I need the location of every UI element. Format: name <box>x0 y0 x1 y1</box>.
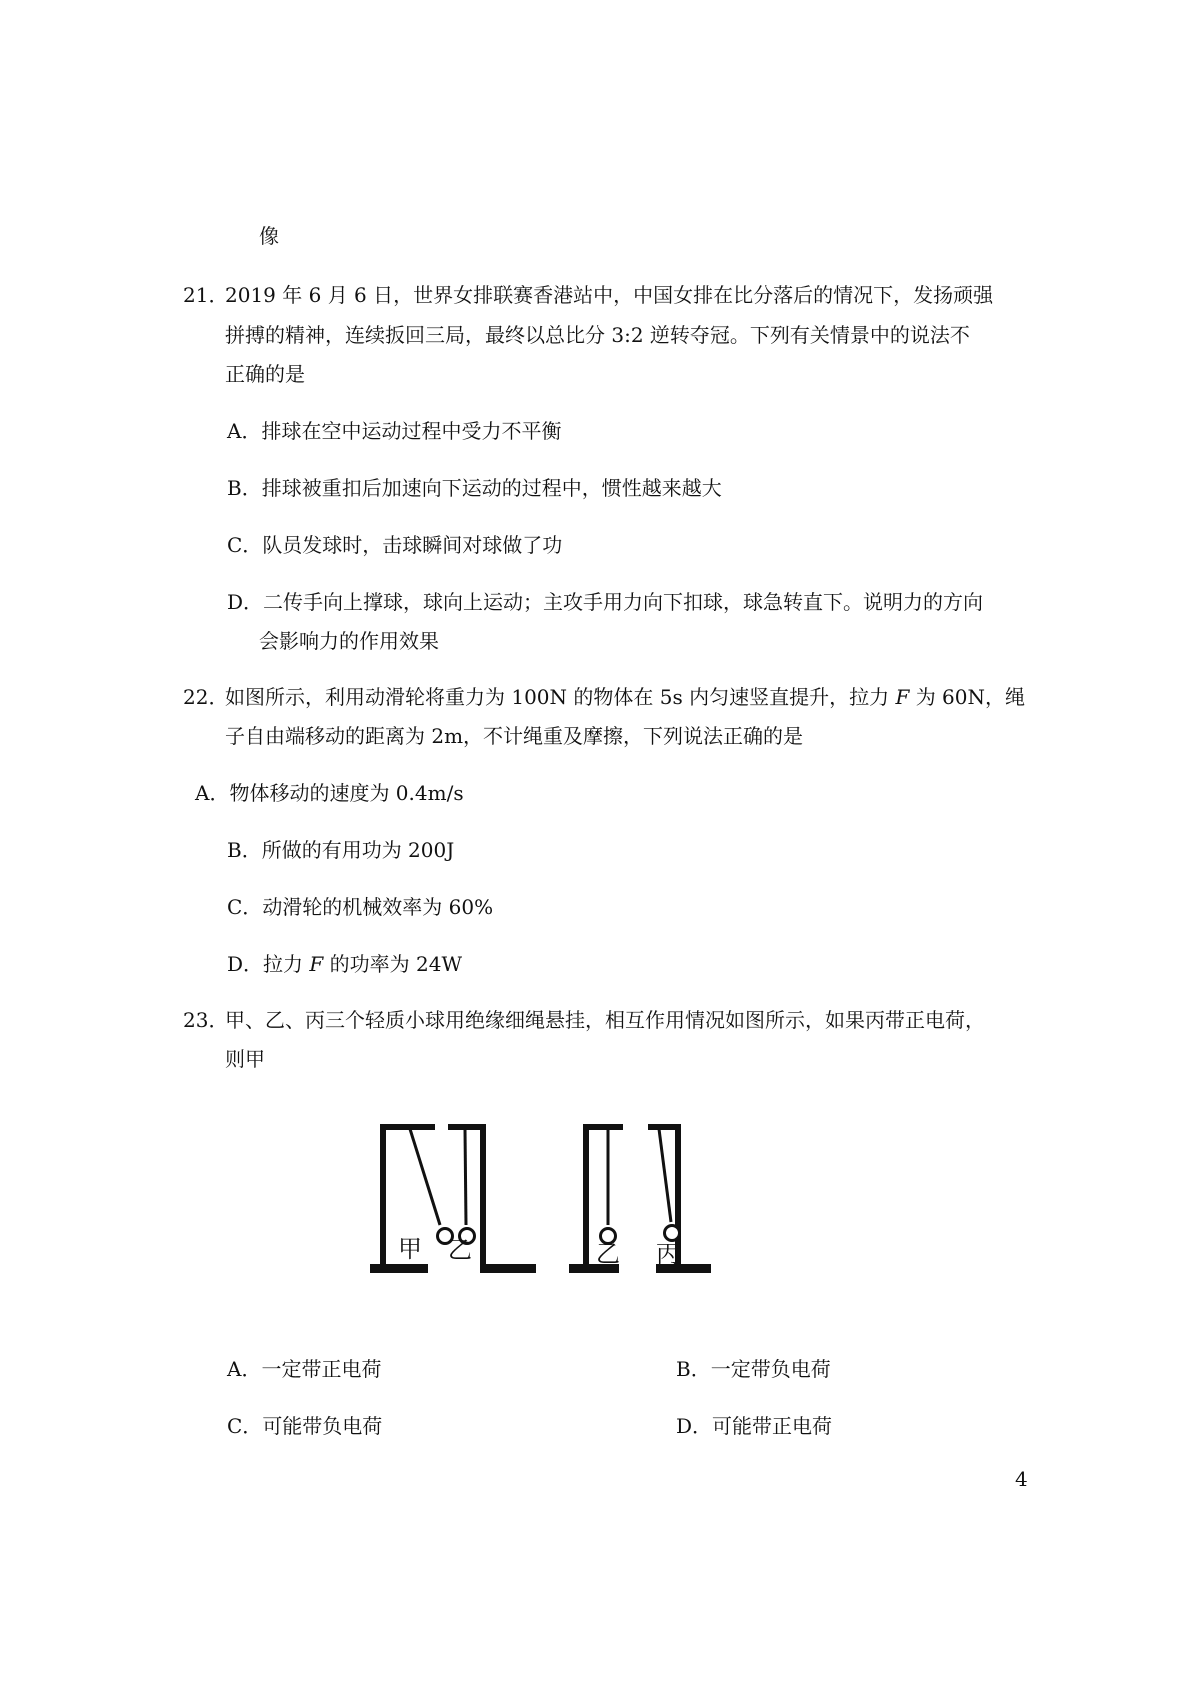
option-text: 可能带负电荷 <box>262 1414 383 1438</box>
option-label: C． <box>227 895 263 919</box>
option-text: 动滑轮的机械效率为 60% <box>262 895 494 919</box>
label-bing: 丙 <box>656 1240 680 1268</box>
option-text: 队员发球时，击球瞬间对球做了功 <box>262 533 563 557</box>
charged-balls-figure <box>370 1118 750 1282</box>
option-c <box>227 1414 382 1438</box>
stem-text: 为 60N，绳 <box>909 685 1026 709</box>
question-number: 23． <box>183 1008 229 1032</box>
option-text: 一定带正电荷 <box>261 1357 382 1381</box>
option-a <box>227 419 561 443</box>
question-number: 21． <box>183 283 229 307</box>
force-symbol: F <box>309 952 324 976</box>
option-label: A． <box>227 419 262 443</box>
question-stem-line <box>225 685 1025 709</box>
option-d <box>227 952 462 976</box>
option-label: A． <box>195 781 230 805</box>
option-text: 拉力 <box>263 952 310 976</box>
option-c <box>227 533 562 557</box>
option-c <box>227 895 493 919</box>
ball-bing <box>665 1226 680 1241</box>
option-label: A． <box>227 1357 262 1381</box>
option-b <box>676 1357 831 1381</box>
option-b <box>227 476 722 500</box>
stem-text: 如图所示，利用动滑轮将重力为 100N 的物体在 5s 内匀速竖直提升，拉力 <box>225 685 896 709</box>
option-a <box>195 781 464 805</box>
continued-text-fragment: 像 <box>259 224 279 248</box>
option-d-continuation: 会影响力的作用效果 <box>259 629 439 653</box>
force-symbol: F <box>895 685 910 709</box>
option-label: B． <box>227 476 262 500</box>
question-stem-line: 则甲 <box>225 1047 265 1071</box>
option-label: B． <box>676 1357 711 1381</box>
option-text: 的功率为 24W <box>323 952 463 976</box>
option-text: 一定带负电荷 <box>710 1357 831 1381</box>
question-stem-line: 拼搏的精神，连续扳回三局，最终以总比分 3:2 逆转夺冠。下列有关情景中的说法不 <box>225 323 970 347</box>
option-text: 排球被重扣后加速向下运动的过程中，惯性越来越大 <box>261 476 722 500</box>
option-d <box>676 1414 832 1438</box>
option-text: 所做的有用功为 200J <box>261 838 455 862</box>
string-jia <box>410 1129 440 1225</box>
question-stem-line: 甲、乙、丙三个轻质小球用绝缘细绳悬挂，相互作用情况如图所示，如果丙带正电荷， <box>225 1008 985 1032</box>
page-number: 4 <box>1015 1467 1028 1491</box>
option-text: 排球在空中运动过程中受力不平衡 <box>261 419 562 443</box>
label-jia: 甲 <box>398 1235 422 1263</box>
option-b <box>227 838 454 862</box>
option-d <box>227 590 983 614</box>
question-stem-line: 2019 年 6 月 6 日，世界女排联赛香港站中，中国女排在比分落后的情况下，发扬顽强 <box>225 283 994 307</box>
option-label: C． <box>227 1414 263 1438</box>
string-bing <box>659 1129 671 1222</box>
option-label: B． <box>227 838 262 862</box>
option-a <box>227 1357 381 1381</box>
string-yi-1 <box>465 1129 466 1225</box>
option-label: D． <box>676 1414 713 1438</box>
option-text: 二传手向上撑球，球向上运动；主攻手用力向下扣球，球急转直下。说明力的方向 <box>263 590 984 614</box>
option-label: D． <box>227 590 264 614</box>
label-yi-1: 乙 <box>448 1236 472 1264</box>
question-stem-line: 子自由端移动的距离为 2m，不计绳重及摩擦，下列说法正确的是 <box>225 724 804 748</box>
option-label: C． <box>227 533 263 557</box>
question-number: 22． <box>183 685 229 709</box>
question-stem-line: 正确的是 <box>225 362 305 386</box>
option-text: 可能带正电荷 <box>712 1414 833 1438</box>
label-yi-2: 乙 <box>596 1240 620 1268</box>
option-text: 物体移动的速度为 0.4m/s <box>229 781 464 805</box>
option-label: D． <box>227 952 264 976</box>
